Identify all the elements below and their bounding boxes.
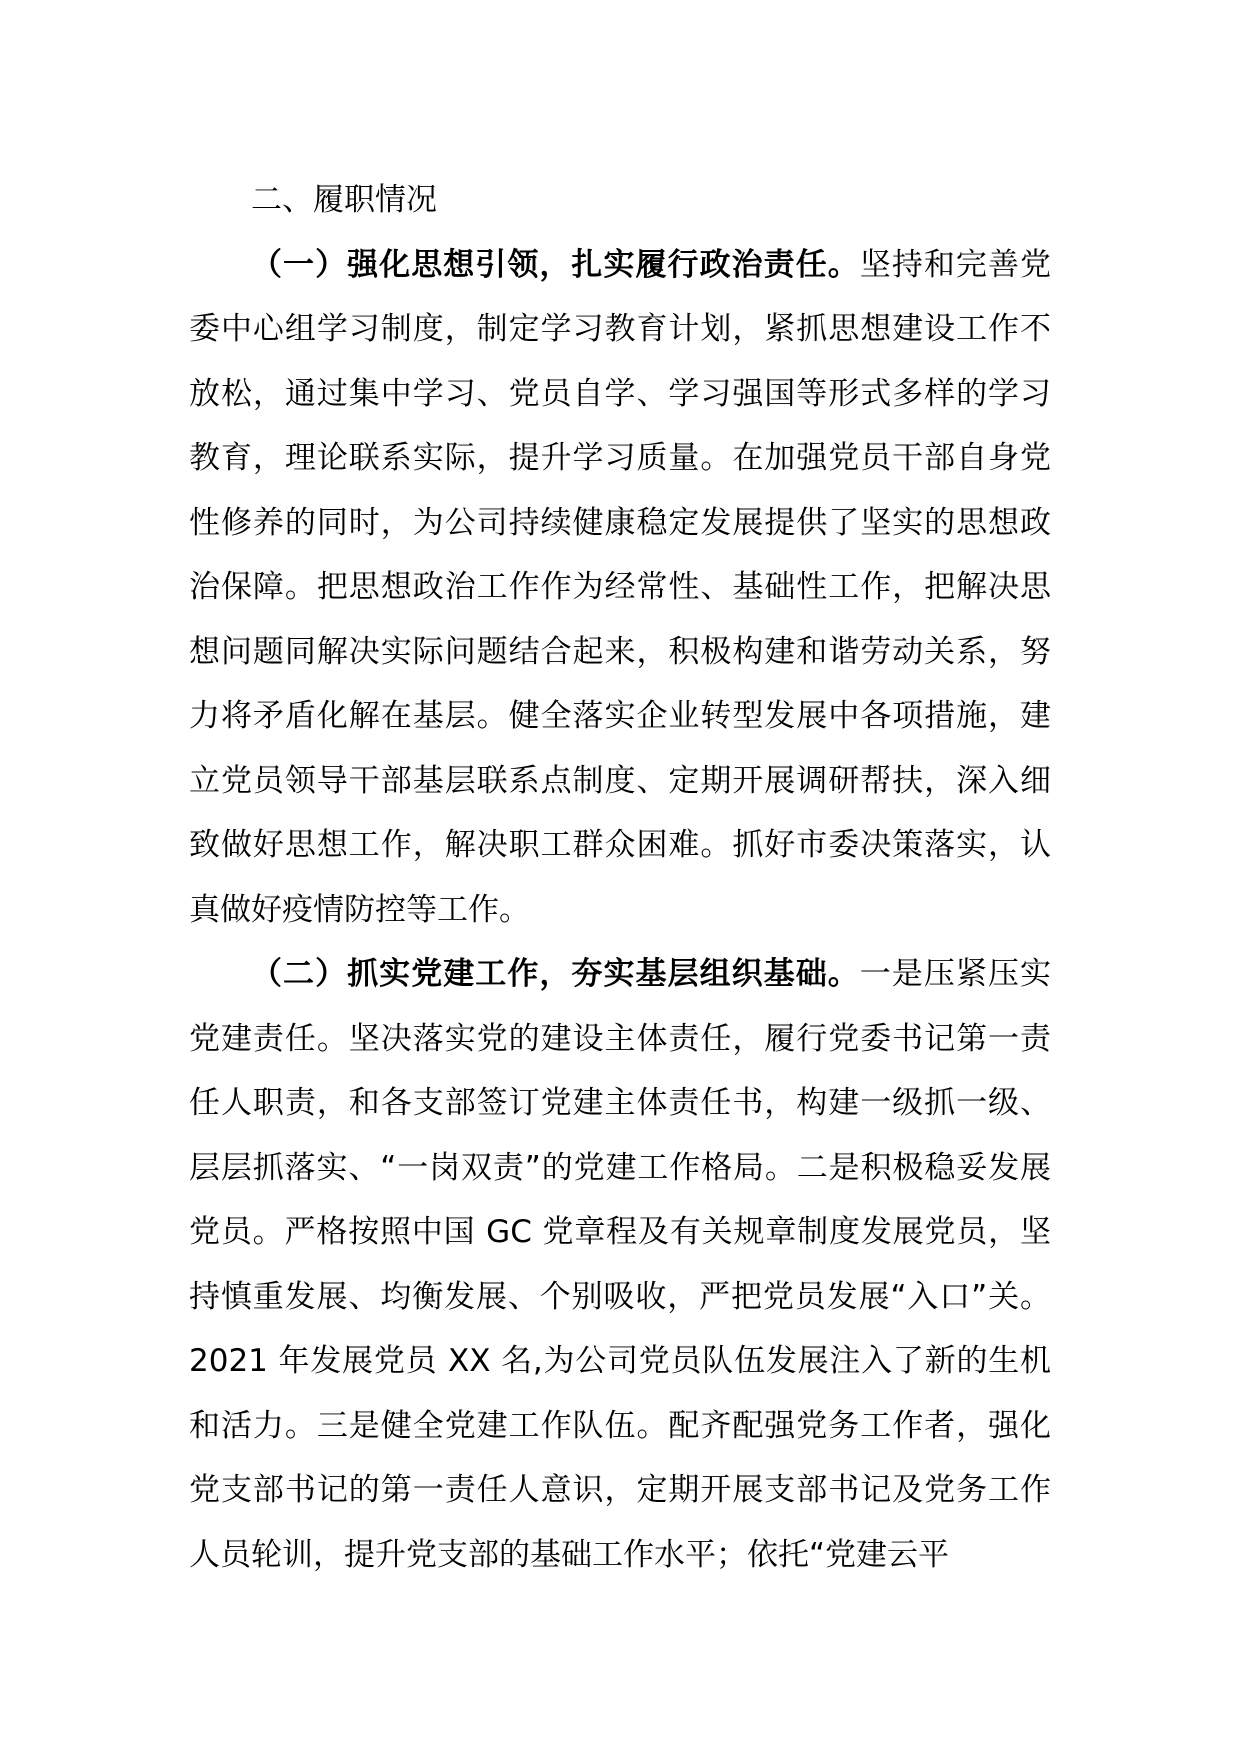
paragraph-2-body: 一是压紧压实党建责任。坚决落实党的建设主体责任，履行党委书记第一责任人职责，和各支部签订党建主体责任书，构建一级抓一级、层层抓落实、“一岗双责”的党建工作格局。二是积极稳妥发展党员。严格按照中国 GC 党章程及有关规章制度发展党员，坚持慎重发展、均衡发展、个别吸收，严把党员发展“入口”关。2021 年发展党员 XX 名,为公司党员队伍发展注入了新的生机和活力。三是健全党建工作队伍。配齐配强党务工作者，强化党支部书记的第一责任人意识，定期开展支部书记及党务工作人员轮训，提升党支部的基础工作水平；依托“党建云平: [189, 956, 1052, 1573]
section-title: 二、履职情况: [251, 182, 437, 218]
paragraph-1-body: 坚持和完善党委中心组学习制度，制定学习教育计划，紧抓思想建设工作不放松，通过集中学习、党员自学、学习强国等形式多样的学习教育，理论联系实际，提升学习质量。在加强党员干部自身党性修养的同时，为公司持续健康稳定发展提供了坚实的思想政治保障。把思想政治工作作为经常性、基础性工作，把解决思想问题同解决实际问题结合起来，积极构建和谐劳动关系，努力将矛盾化解在基层。健全落实企业转型发展中各项措施，建立党员领导干部基层联系点制度、定期开展调研帮扶，深入细致做好思想工作，解决职工群众困难。抓好市委决策落实，认真做好疫情防控等工作。: [189, 246, 1052, 928]
paragraph-2-lead: （二）抓实党建工作，夯实基层组织基础。: [251, 956, 860, 992]
paragraph-1: [189, 233, 1051, 943]
paragraph-2: [189, 942, 1051, 1587]
paragraph-1-lead: （一）强化思想引领，扎实履行政治责任。: [251, 246, 860, 283]
document-page: [189, 168, 1051, 1587]
